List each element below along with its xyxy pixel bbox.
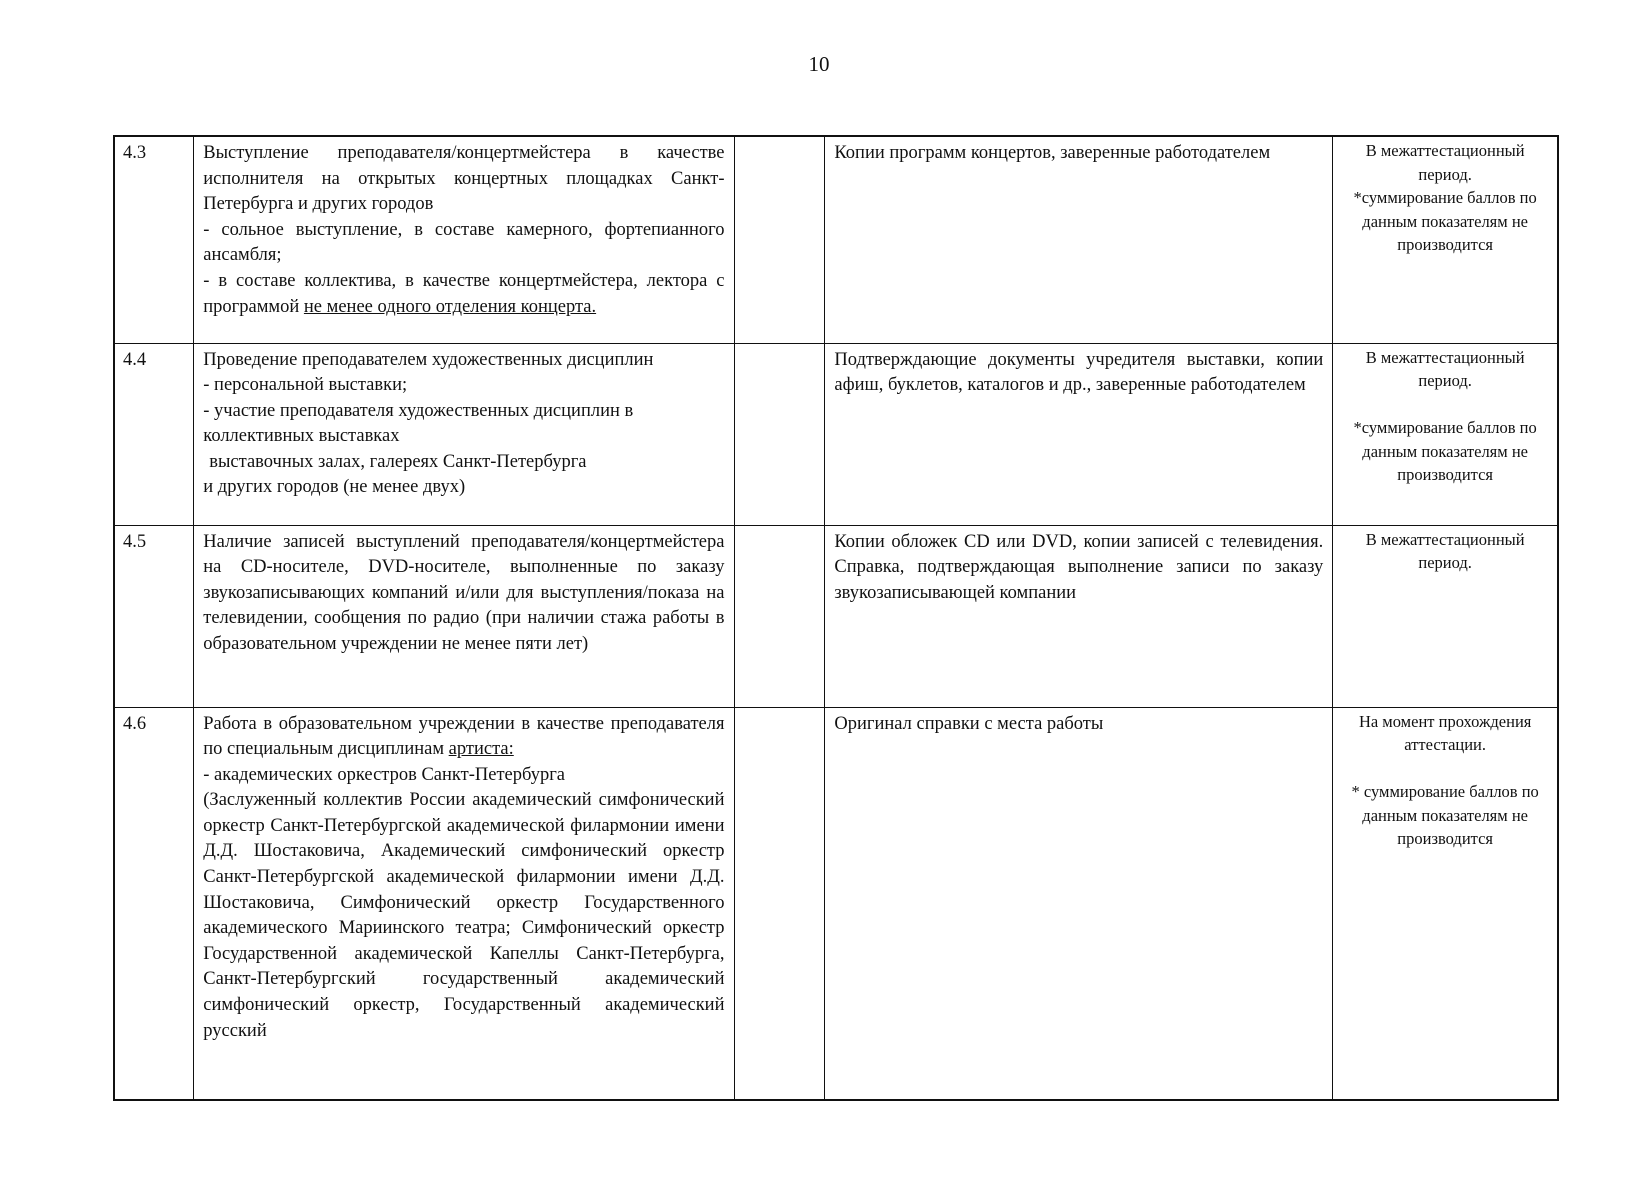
row-number: 4.6 xyxy=(114,707,194,1100)
criterion-description xyxy=(194,136,734,343)
row-number: 4.4 xyxy=(114,343,194,525)
table-row-4-3 xyxy=(114,136,1558,343)
blank-cell xyxy=(734,525,825,707)
note-text: *суммирование баллов по данным показателям не производится xyxy=(1353,418,1537,484)
blank-cell xyxy=(734,343,825,525)
blank-cell xyxy=(734,136,825,343)
spacer xyxy=(1339,757,1551,781)
confirming-documents: Оригинал справки с места работы xyxy=(825,707,1333,1100)
criteria-table xyxy=(113,135,1559,1101)
criterion-description xyxy=(194,707,734,1100)
note-text: На момент прохождения аттестации. xyxy=(1358,711,1532,754)
confirming-documents: Копии программ концертов, заверенные работодателем xyxy=(825,136,1333,343)
period-note xyxy=(1333,707,1558,1100)
note-text: В межаттестационный период. xyxy=(1365,347,1525,390)
criterion-text: Выступление преподавателя/концертмейстера в качестве исполнителя на открытых концертных площадках Санкт-Петербурга и других городов xyxy=(203,143,725,215)
note-text: * суммирование баллов по данным показателям не производится xyxy=(1351,782,1539,848)
criterion-text: и других городов (не менее двух) xyxy=(203,477,466,498)
criterion-text: Работа в образовательном учреждении в качестве преподавателя по специальным дисциплинам xyxy=(203,713,725,760)
note-text: *суммирование баллов по данным показателям не производится xyxy=(1353,188,1537,254)
note-text: В межаттестационный период. xyxy=(1365,141,1525,184)
criterion-text xyxy=(203,269,724,320)
note-text: В межаттестационный период. xyxy=(1365,529,1525,572)
row-number: 4.5 xyxy=(114,525,194,707)
criterion-text: - персональной выставки; xyxy=(203,375,408,396)
criterion-text: - академических оркестров Санкт-Петербурга xyxy=(203,764,566,785)
period-note xyxy=(1333,136,1558,343)
underlined-text: артиста: xyxy=(448,739,514,760)
period-note xyxy=(1333,525,1558,707)
row-number: 4.3 xyxy=(114,136,194,343)
criterion-text: (Заслуженный коллектив России академический симфонический оркестр Санкт-Петербургской академической филармонии имени Д.Д. Шостаковича, Академический симфонический оркестр Санкт-Петербургской академической филармонии имени Д.Д. Шостаковича, Симфонический оркестр Государственного академического Мариинского театра; Симфонический оркестр Государственной академической Капеллы Санкт-Петербурга, Санкт-Петербургский государственный академический симфонический оркестр, Государственный академический русский xyxy=(203,790,725,1041)
spacer xyxy=(1339,393,1551,417)
confirming-documents: Копии обложек CD или DVD, копии записей с телевидения. Справка, подтверждающая выполнение записи по заказу звукозаписывающей компании xyxy=(825,525,1333,707)
underlined-text: не менее одного отделения концерта. xyxy=(303,296,597,317)
table-row-4-6 xyxy=(114,707,1558,1100)
criterion-text: Проведение преподавателем художественных дисциплин xyxy=(203,349,654,370)
period-note xyxy=(1333,343,1558,525)
table-row-4-4 xyxy=(114,343,1558,525)
criterion-text: - сольное выступление, в составе камерного, фортепианного ансамбля; xyxy=(203,219,725,266)
page-number: 10 xyxy=(808,52,830,76)
criterion-text: - в составе коллектива, в качестве концертмейстера, лектора с программой xyxy=(203,270,725,317)
criterion-text: выставочных залах, галереях Санкт-Петербурга xyxy=(209,451,587,472)
criterion-description xyxy=(194,343,734,525)
confirming-documents: Подтверждающие документы учредителя выставки, копии афиш, буклетов, каталогов и др., заверенные работодателем xyxy=(825,343,1333,525)
criterion-text: - участие преподавателя художественных дисциплин в коллективных выставках xyxy=(203,400,634,447)
blank-cell xyxy=(734,707,825,1100)
criterion-description: Наличие записей выступлений преподавателя/концертмейстера на CD-носителе, DVD-носителе, выполненные по заказу звукозаписывающих компаний и/или для выступления/показа на телевидении, сообщения по радио (при наличии стажа работы в образовательном учреждении не менее пяти лет) xyxy=(194,525,734,707)
table-row-4-5 xyxy=(114,525,1558,707)
